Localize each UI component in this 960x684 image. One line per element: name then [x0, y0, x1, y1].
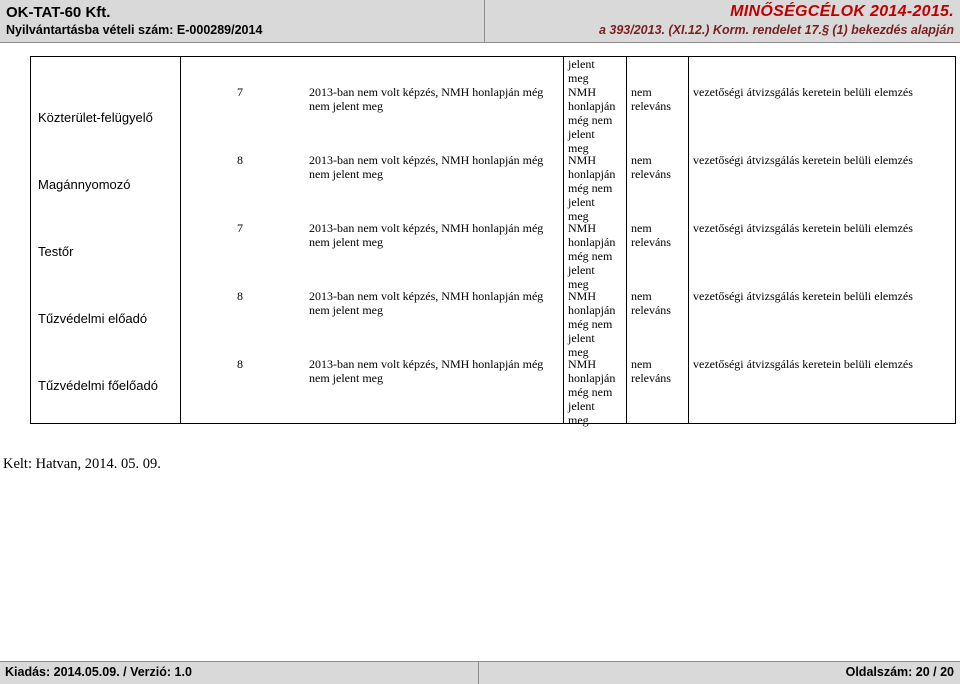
- nmh-status: [568, 221, 615, 291]
- status-description-line: nem jelent meg: [309, 99, 383, 113]
- nmh-line: NMH: [568, 153, 597, 167]
- occupation-name: Testőr: [38, 244, 74, 259]
- relevance: [631, 357, 671, 385]
- relevance: [631, 221, 671, 249]
- nmh-line: jelent: [568, 331, 595, 345]
- occupation-name: Közterület-felügyelő: [38, 110, 153, 125]
- status-description: [309, 221, 559, 249]
- page-header: [0, 0, 960, 43]
- nmh-line: meg: [568, 71, 589, 85]
- status-description: [309, 289, 559, 317]
- evaluation: vezetőségi átvizsgálás keretein belüli elemzés: [693, 85, 913, 99]
- status-description-line: nem jelent meg: [309, 303, 383, 317]
- relevance-line: nem: [631, 221, 652, 235]
- nmh-line: honlapján: [568, 371, 616, 385]
- relevance: [631, 289, 671, 317]
- relevance-line: nem: [631, 289, 652, 303]
- status-description-line: 2013-ban nem volt képzés, NMH honlapján még: [309, 221, 544, 235]
- header-left-cell: [0, 0, 485, 42]
- status-description-line: nem jelent meg: [309, 167, 383, 181]
- document-title: MINŐSÉGCÉLOK 2014-2015.: [730, 3, 954, 20]
- relevance-line: releváns: [631, 167, 671, 181]
- evaluation: vezetőségi átvizsgálás keretein belüli elemzés: [693, 289, 913, 303]
- page-footer: [0, 661, 960, 684]
- status-description-line: 2013-ban nem volt képzés, NMH honlapján még: [309, 357, 544, 371]
- status-description-line: 2013-ban nem volt képzés, NMH honlapján még: [309, 153, 544, 167]
- nmh-line: még nem: [568, 317, 613, 331]
- status-description-line: 2013-ban nem volt képzés, NMH honlapján még: [309, 85, 544, 99]
- status-description: [309, 153, 559, 181]
- nmh-line: még nem: [568, 113, 613, 127]
- nmh-line: NMH: [568, 357, 597, 371]
- nmh-status: [568, 85, 615, 155]
- nmh-line: honlapján: [568, 99, 616, 113]
- evaluation: vezetőségi átvizsgálás keretein belüli elemzés: [693, 357, 913, 371]
- nmh-status: [568, 357, 615, 427]
- nmh-line: meg: [568, 277, 589, 291]
- qualification-table: [30, 56, 956, 427]
- nmh-status: [568, 289, 615, 359]
- status-description-line: nem jelent meg: [309, 371, 383, 385]
- nmh-line: honlapján: [568, 303, 616, 317]
- nmh-line: jelent: [568, 127, 595, 141]
- occupation-name: Tűzvédelmi előadó: [38, 311, 148, 326]
- relevance: [631, 153, 671, 181]
- nmh-line: NMH: [568, 85, 597, 99]
- status-description-line: nem jelent meg: [309, 235, 383, 249]
- nmh-line: még nem: [568, 181, 613, 195]
- nmh-column: [564, 57, 627, 427]
- nmh-line: még nem: [568, 249, 613, 263]
- status-description: [309, 357, 559, 385]
- header-right-cell: [485, 0, 960, 42]
- relevance-line: nem: [631, 357, 652, 371]
- status-description-line: 2013-ban nem volt képzés, NMH honlapján még: [309, 289, 544, 303]
- status-description: [309, 85, 559, 113]
- relevance-line: nem: [631, 153, 652, 167]
- footer-divider: [478, 662, 479, 684]
- qualification-level: 8: [237, 357, 243, 371]
- nmh-line: honlapján: [568, 167, 616, 181]
- nmh-line: jelent: [568, 195, 595, 209]
- nmh-line: még nem: [568, 385, 613, 399]
- occupation-name: Magánnyomozó: [38, 177, 131, 192]
- evaluation: vezetőségi átvizsgálás keretein belüli elemzés: [693, 153, 913, 167]
- occupation-column: [31, 57, 181, 424]
- nmh-line: jelent: [568, 399, 595, 413]
- qualification-level: 7: [237, 221, 243, 235]
- registration-number: Nyilvántartásba vételi szám: E-000289/2014: [6, 23, 263, 37]
- relevance: [631, 85, 671, 113]
- nmh-line: meg: [568, 141, 589, 155]
- nmh-line: NMH: [568, 289, 597, 303]
- nmh-line: meg: [568, 209, 589, 223]
- nmh-line: NMH: [568, 221, 597, 235]
- relevance-column: [627, 57, 689, 424]
- issue-version: Kiadás: 2014.05.09. / Verzió: 1.0: [5, 665, 192, 679]
- level-description-column: [181, 57, 564, 424]
- relevance-line: releváns: [631, 303, 671, 317]
- nmh-line: honlapján: [568, 235, 616, 249]
- qualification-level: 8: [237, 289, 243, 303]
- nmh-line: meg: [568, 413, 589, 427]
- nmh-fragment: [568, 57, 595, 85]
- nmh-status: [568, 153, 615, 223]
- evaluation: vezetőségi átvizsgálás keretein belüli elemzés: [693, 221, 913, 235]
- nmh-line: meg: [568, 345, 589, 359]
- qualification-level: 7: [237, 85, 243, 99]
- occupation-name: Tűzvédelmi főelőadó: [38, 378, 158, 393]
- signature-place-date: Kelt: Hatvan, 2014. 05. 09.: [3, 456, 161, 472]
- relevance-line: releváns: [631, 235, 671, 249]
- relevance-line: releváns: [631, 99, 671, 113]
- page-number: Oldalszám: 20 / 20: [845, 665, 954, 679]
- qualification-level: 8: [237, 153, 243, 167]
- regulation-reference: a 393/2013. (XI.12.) Korm. rendelet 17.§ (1) bekezdés alapján: [598, 23, 954, 37]
- nmh-line: jelent: [568, 263, 595, 277]
- company-name: OK-TAT-60 Kft.: [6, 4, 111, 21]
- evaluation-column: [689, 57, 956, 424]
- nmh-line: jelent: [568, 57, 595, 71]
- relevance-line: nem: [631, 85, 652, 99]
- relevance-line: releváns: [631, 371, 671, 385]
